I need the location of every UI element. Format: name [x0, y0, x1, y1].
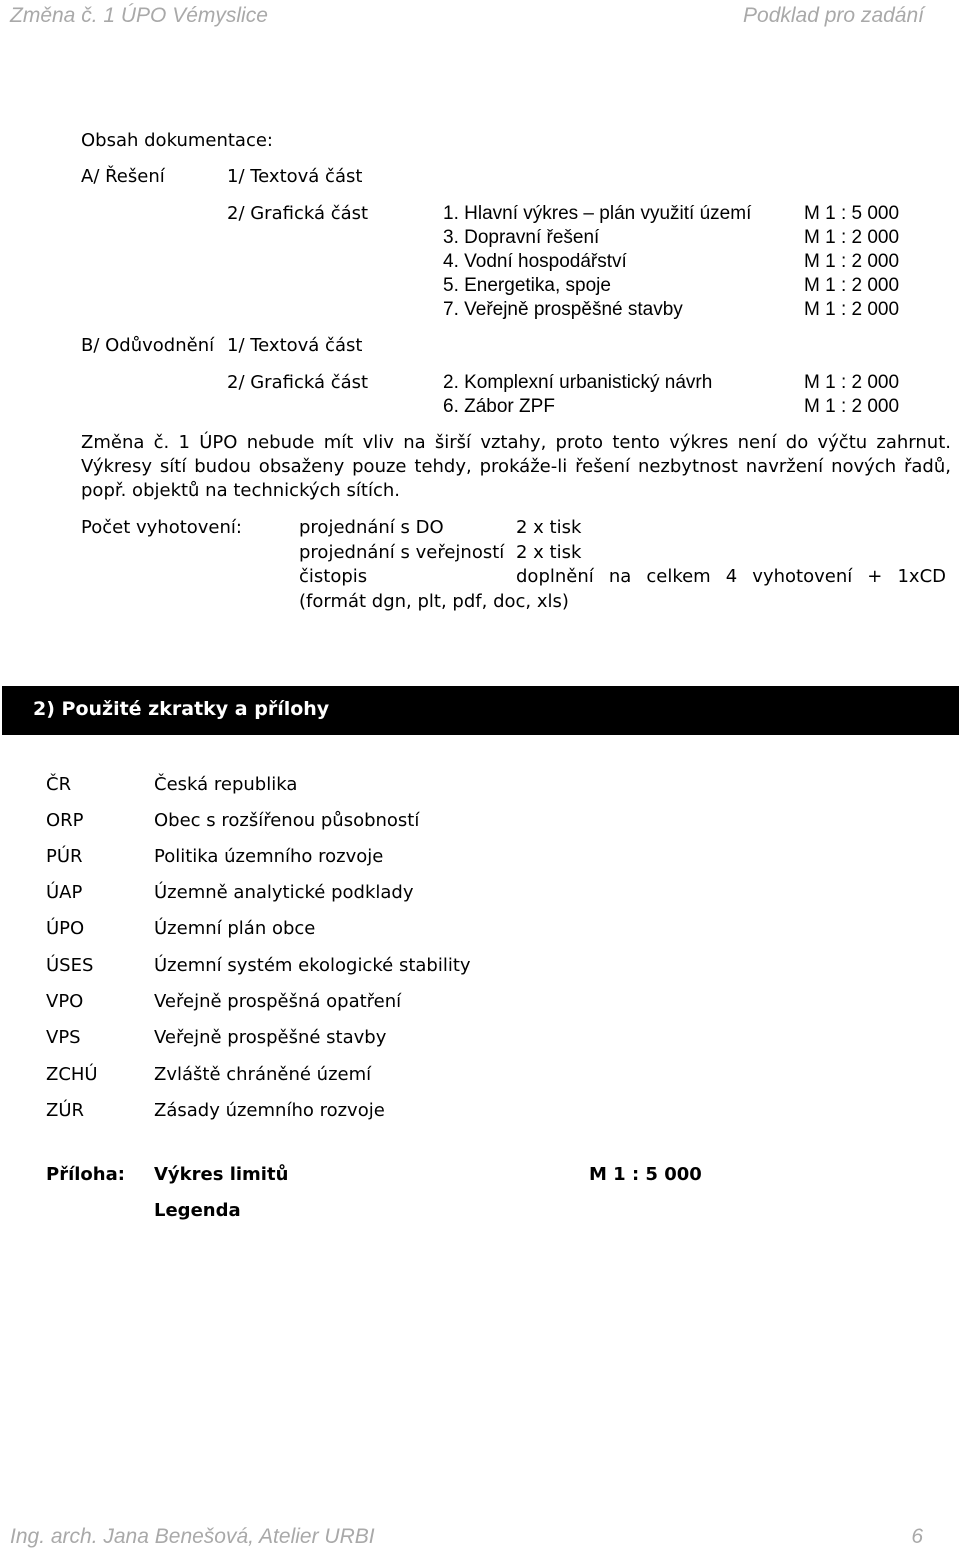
- footer-author: Ing. arch. Jana Benešová, Atelier URBI: [10, 1525, 375, 1548]
- drawing-name: 6. Zábor ZPF: [443, 396, 555, 417]
- copies-item: projednání s veřejností: [299, 542, 505, 563]
- abbreviation: ZÚR: [46, 1100, 85, 1121]
- abbreviation: PÚR: [46, 846, 83, 867]
- part-b-label: B/ Odůvodnění: [81, 335, 215, 356]
- abbreviation-meaning: Politika územního rozvoje: [154, 846, 384, 867]
- copies-value: doplnění na celkem 4 vyhotovení + 1xCD: [516, 566, 946, 587]
- header-title: Změna č. 1 ÚPO Vémyslice: [10, 4, 268, 27]
- attachment-title: Výkres limitů: [154, 1164, 289, 1185]
- copies-formats: (formát dgn, plt, pdf, doc, xls): [299, 591, 569, 612]
- drawing-name: 2. Komplexní urbanistický návrh: [443, 372, 713, 393]
- drawing-name: 4. Vodní hospodářství: [443, 251, 627, 272]
- section-heading-bar: [2, 686, 959, 735]
- abbreviation: ČR: [46, 774, 72, 795]
- part-b-graphic-part: 2/ Grafická část: [227, 372, 369, 393]
- page-number: 6: [911, 1525, 923, 1548]
- abbreviation: ÚAP: [46, 882, 83, 903]
- drawing-scale: M 1 : 2 000: [804, 227, 900, 248]
- drawing-scale: M 1 : 2 000: [804, 275, 900, 296]
- part-a-text-part: 1/ Textová část: [227, 166, 363, 187]
- drawing-name: 5. Energetika, spoje: [443, 275, 611, 296]
- abbreviation: ORP: [46, 810, 84, 831]
- copies-item: projednání s DO: [299, 517, 444, 538]
- abbreviation: ÚSES: [46, 955, 94, 976]
- abbreviation-meaning: Veřejně prospěšná opatření: [154, 991, 402, 1012]
- abbreviation-meaning: Česká republika: [154, 774, 298, 795]
- abbreviation-meaning: Veřejně prospěšné stavby: [154, 1027, 387, 1048]
- copies-item: čistopis: [299, 566, 368, 587]
- drawing-scale: M 1 : 2 000: [804, 299, 900, 320]
- contents-note: Změna č. 1 ÚPO nebude mít vliv na širší vztahy, proto tento výkres není do výčtu zahrnut. Výkresy sítí budou obsaženy pouze tehdy, prokáže-li řešení nezbytnost navržení nových řadů, popř. objektů na technických sítích.: [81, 432, 951, 501]
- part-a-graphic-part: 2/ Grafická část: [227, 203, 369, 224]
- attachment-label: Příloha:: [46, 1164, 125, 1185]
- abbreviation: VPS: [46, 1027, 81, 1048]
- contents-title: Obsah dokumentace:: [81, 130, 273, 151]
- attachment-legend: Legenda: [154, 1200, 241, 1221]
- section-heading: 2) Použité zkratky a přílohy: [33, 698, 330, 720]
- abbreviation-meaning: Zvláště chráněné území: [154, 1064, 372, 1085]
- drawing-name: 7. Veřejně prospěšné stavby: [443, 299, 683, 320]
- drawing-scale: M 1 : 2 000: [804, 396, 900, 417]
- abbreviation: ZCHÚ: [46, 1064, 98, 1085]
- copies-value: 2 x tisk: [516, 517, 582, 538]
- attachment-scale: M 1 : 5 000: [589, 1164, 702, 1185]
- drawing-scale: M 1 : 2 000: [804, 372, 900, 393]
- abbreviation-meaning: Územní plán obce: [154, 918, 316, 939]
- drawing-scale: M 1 : 2 000: [804, 251, 900, 272]
- abbreviation: VPO: [46, 991, 84, 1012]
- part-a-label: A/ Řešení: [81, 166, 165, 187]
- abbreviation-meaning: Zásady územního rozvoje: [154, 1100, 385, 1121]
- copies-value: 2 x tisk: [516, 542, 582, 563]
- abbreviation-meaning: Územně analytické podklady: [154, 882, 414, 903]
- abbreviation: ÚPO: [46, 918, 85, 939]
- abbreviation-meaning: Obec s rozšířenou působností: [154, 810, 420, 831]
- part-b-text-part: 1/ Textová část: [227, 335, 363, 356]
- header-subtitle: Podklad pro zadání: [743, 4, 924, 27]
- drawing-scale: M 1 : 5 000: [804, 203, 900, 224]
- drawing-name: 1. Hlavní výkres – plán využití území: [443, 203, 752, 224]
- copies-label: Počet vyhotovení:: [81, 517, 242, 538]
- abbreviation-meaning: Územní systém ekologické stability: [154, 955, 471, 976]
- drawing-name: 3. Dopravní řešení: [443, 227, 600, 248]
